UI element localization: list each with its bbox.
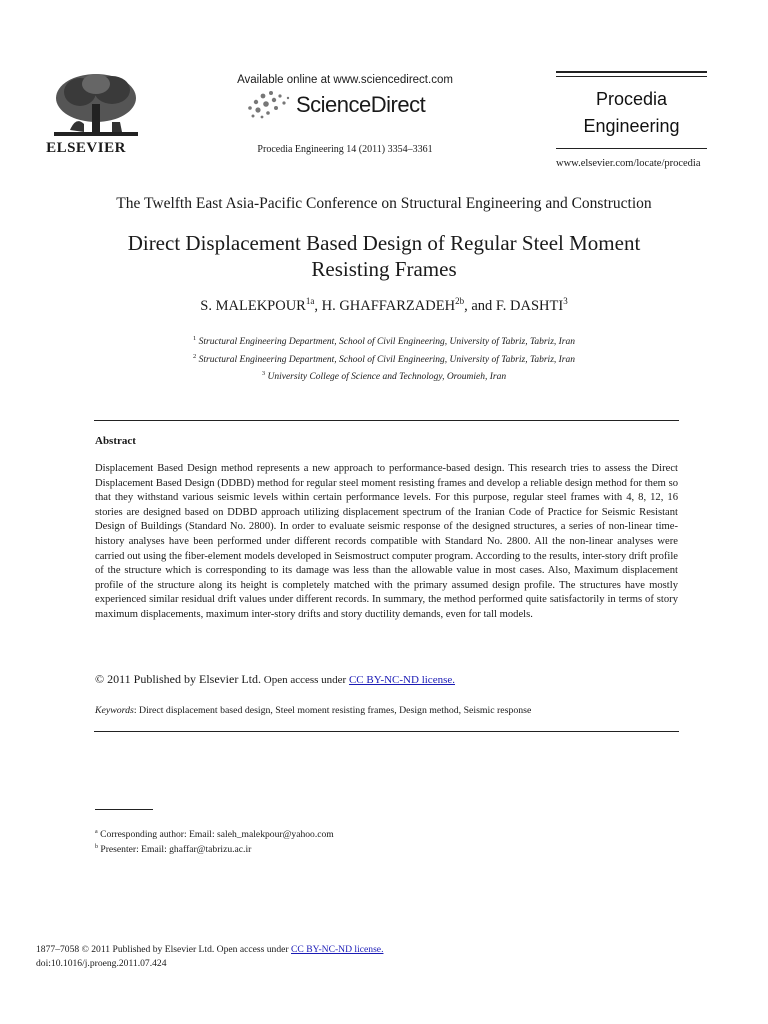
- journal-url-link[interactable]: www.elsevier.com/locate/procedia: [556, 158, 701, 169]
- affiliation-list: [60, 332, 708, 385]
- author-superscript: 1a: [305, 296, 315, 306]
- abstract-bottom-rule: [94, 731, 679, 732]
- affiliation-text: University College of Science and Technology, Oroumieh, Iran: [267, 372, 507, 383]
- affiliation-text: Structural Engineering Department, School of Civil Engineering, University of Tabriz, Tabriz, Iran: [198, 337, 575, 348]
- affiliation-superscript: 1: [192, 335, 197, 342]
- affiliation-superscript: 3: [261, 370, 266, 378]
- sciencedirect-wordmark: ScienceDirect: [296, 92, 426, 117]
- journal-reference: Procedia Engineering 14 (2011) 3354–3361: [257, 144, 433, 155]
- footnote-superscript: b: [95, 844, 98, 851]
- issn-text: 1877–7058 © 2011 Published by Elsevier Ltd. Open access under: [36, 944, 291, 955]
- issn-line: [36, 943, 383, 957]
- footnote-text: Presenter: Email: ghaffar@tabrizu.ac.ir: [98, 844, 252, 856]
- journal-box-bottom-rule: [556, 148, 707, 149]
- affiliation-text: Structural Engineering Department, School of Civil Engineering, University of Tabriz, Tabriz, Iran: [198, 354, 575, 365]
- conference-name: The Twelfth East Asia-Pacific Conference on Structural Engineering and Construction: [116, 195, 652, 212]
- author-name: F. DASHTI: [495, 297, 564, 314]
- publisher-name: ELSEVIER: [46, 140, 126, 156]
- footnote-item: [95, 841, 334, 856]
- author-superscript: 2b: [455, 296, 465, 306]
- affiliation-item: [60, 350, 708, 368]
- footer-license-link[interactable]: CC BY-NC-ND license.: [291, 944, 384, 955]
- journal-box-top-rule-thin: [556, 76, 707, 77]
- affiliation-item: [60, 332, 708, 350]
- journal-title-line1: Procedia: [595, 89, 668, 109]
- footnote-superscript: a: [95, 829, 98, 835]
- abstract-top-rule: [94, 420, 679, 421]
- open-access-text: Open access under: [261, 674, 349, 686]
- copyright-line: [95, 672, 455, 687]
- author-name: H. GHAFFARZADEH: [321, 297, 456, 314]
- issn-footer: [36, 943, 383, 971]
- affiliation-item: [60, 367, 708, 385]
- keywords-line: [95, 705, 531, 716]
- license-link[interactable]: CC BY-NC-ND license.: [348, 674, 455, 686]
- author-name: S. MALEKPOUR: [200, 297, 306, 314]
- author-separator: , and: [464, 297, 496, 314]
- paper-title-line2: Resisting Frames: [311, 257, 457, 281]
- paper-title: [60, 230, 708, 282]
- copyright-text: © 2011 Published by Elsevier Ltd.: [95, 672, 261, 686]
- keywords-text: : Direct displacement based design, Steel moment resisting frames, Design method, Seismic response: [133, 705, 532, 716]
- journal-box-top-rule: [556, 71, 707, 73]
- footnote-text: Corresponding author: Email: saleh_malekpour@yahoo.com: [97, 829, 334, 841]
- doi-text[interactable]: doi:10.1016/j.proeng.2011.07.424: [36, 958, 167, 969]
- journal-title: [556, 86, 707, 140]
- author-list: [60, 296, 708, 315]
- author-superscript: 3: [563, 296, 568, 306]
- keywords-label: Keywords: [95, 705, 134, 716]
- journal-title-line2: Engineering: [583, 116, 680, 136]
- affiliation-superscript: 2: [192, 352, 197, 360]
- available-online-text[interactable]: Available online at www.sciencedirect.com: [237, 74, 453, 86]
- paper-title-line1: Direct Displacement Based Design of Regular Steel Moment: [127, 231, 641, 255]
- abstract-heading: Abstract: [95, 435, 136, 447]
- footnote-list: [95, 826, 334, 856]
- abstract-body: Displacement Based Design method represents a new approach to performance-based design. This research tries to assess the Direct Displacement Based Design (DDBD) method for regular steel moment resisting frames and develop a reliable design method for them so that they withstand various seismic levels within certain performance levels. For this purpose, regular steel frames with 4, 8, 12, 16 stories are designed based on DDBD approach utilizing displacement spectrum of the Iranian Code of Practice for Seismic Resistant Design of Buildings (Standard No. 2800). In order to evaluate seismic response of the designed structures, a series of non-linear time-history analyses have been performed under different records compatible with Standard No. 2800. All the non-linear analyses were carried out using the fiber-element models developed in Seismostruct computer program. According to the results, inter-story drift profile of the structure which is corresponding to its damage was less than the allowable value in most cases. Also, Maximum displacement profile of the structure along its height is completely matched with the primary assumed design profile. The structures have mostly experienced similar residual drift values under different records. In summary, the method performed quite satisfactorily in terms of story maximum displacements, maximum inter-story drifts and story ductility demands, even for tall models.: [95, 463, 678, 620]
- footnote-rule: [95, 809, 153, 810]
- footnote-item: [95, 826, 334, 841]
- author-separator: ,: [314, 297, 322, 314]
